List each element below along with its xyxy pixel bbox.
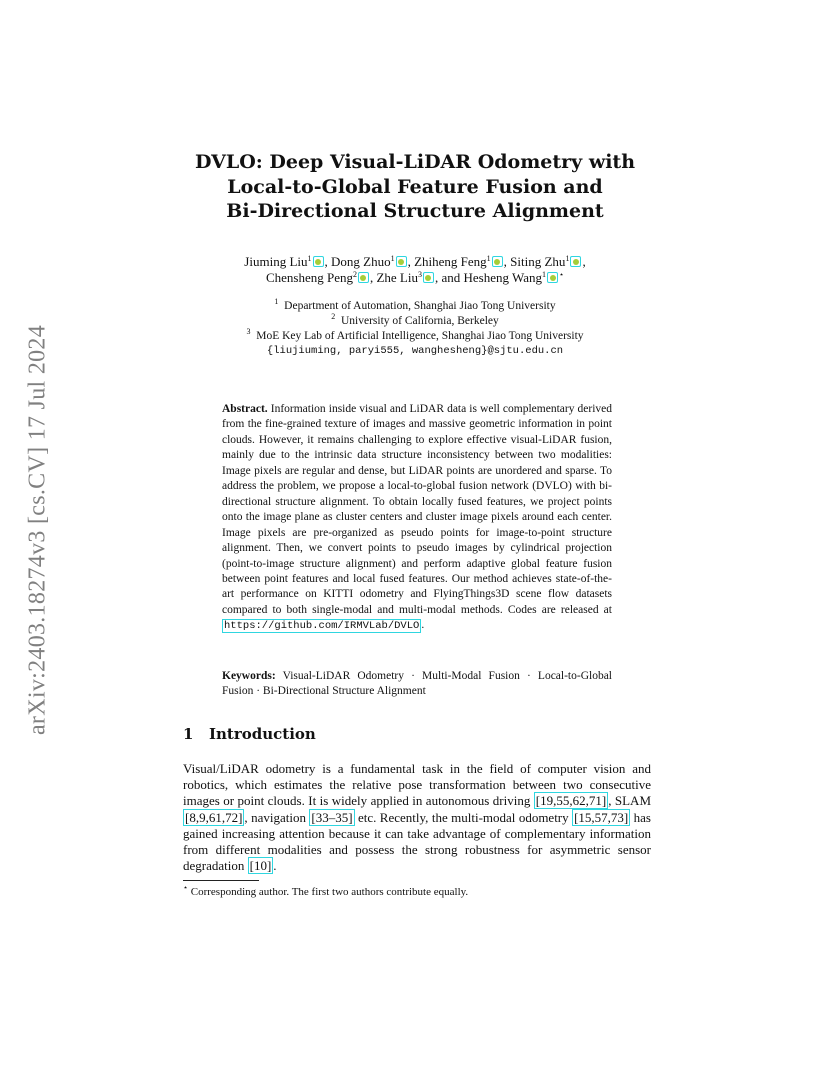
- arxiv-stamp: [18, 300, 58, 760]
- abstract-text: Information inside visual and LiDAR data is well complementary derived from the fine-grained texture of images and massive geometric information in point clouds. However, it remains challenging to explore effective visual-LiDAR fusion, mainly due to the intrinsic data structure inconsistency between two modalities: Image pixels are regular and dense, but LiDAR points are unordered and sparse. To address the problem, we propose a local-to-global fusion network (DVLO) with bi-directional structure alignment. To obtain locally fused features, we project points onto the image plane as cluster centers and cluster image pixels around each center. Image pixels are pre-organized as pseudo points for image-to-point structure alignment. Then, we convert points to pseudo images by cylindrical projection (point-to-image structure alignment) and perform adaptive global feature fusion between point features and local fused features. Our method achieves state-of-the-art performance on KITTI odometry and FlyingThings3D scene flow datasets compared to both single-modal and multi-modal methods. Codes are released at: [222, 403, 613, 616]
- affiliation-line: [170, 299, 660, 314]
- affiliation-text: MoE Key Lab of Artificial Intelligence, Shanghai Jiao Tong University: [256, 330, 584, 342]
- affiliations: [170, 299, 660, 359]
- author-name: Zhe Liu: [376, 270, 418, 285]
- affiliation-text: University of California, Berkeley: [340, 315, 499, 327]
- section-title: Introduction: [209, 725, 316, 743]
- affiliation-marker: 2: [352, 270, 357, 279]
- intro-paragraph: [183, 761, 651, 874]
- orcid-icon[interactable]: [492, 256, 503, 267]
- author-name: Siting Zhu: [510, 254, 566, 269]
- author-name: Jiuming Liu: [244, 254, 308, 269]
- orcid-icon[interactable]: [313, 256, 324, 267]
- paper-title: [170, 150, 660, 224]
- footnote-mark: ⋆: [183, 883, 189, 892]
- footnote: [183, 885, 468, 899]
- citation-link[interactable]: [15,57,73]: [574, 809, 629, 825]
- keywords-label: Keywords:: [222, 670, 276, 682]
- title-line: Local-to-Global Feature Fusion and: [227, 175, 603, 198]
- author-name: Chensheng Peng: [265, 270, 353, 285]
- footnote-text: Corresponding author. The first two authors contribute equally.: [190, 886, 469, 898]
- citation-link[interactable]: [10]: [249, 858, 272, 874]
- abstract-label: Abstract.: [222, 403, 268, 415]
- citation-link[interactable]: [19,55,62,71]: [535, 793, 607, 809]
- keywords-text: Visual-LiDAR Odometry · Multi-Modal Fusion · Local-to-Global Fusion · Bi-Directional Structure Alignment: [222, 670, 612, 698]
- orcid-icon[interactable]: [570, 256, 581, 267]
- intro-text: etc. Recently, the multi-modal odometry: [357, 809, 569, 825]
- affiliation-text: Department of Automation, Shanghai Jiao Tong University: [284, 300, 556, 312]
- section-number: 1: [183, 725, 194, 743]
- author-name: Dong Zhuo: [331, 254, 391, 269]
- abstract: [222, 402, 612, 635]
- affiliation-line: [170, 329, 660, 344]
- affiliation-marker: 1: [307, 254, 312, 263]
- arxiv-identifier: arXiv:2403.18274v3 [cs.CV] 17 Jul 2024: [24, 324, 51, 736]
- corresponding-mark: ⋆: [559, 270, 565, 279]
- affiliation-marker: 3: [417, 270, 422, 279]
- keywords: [222, 669, 612, 700]
- orcid-icon[interactable]: [396, 256, 407, 267]
- email-address: {liujiuming, paryi555, wanghesheng}@sjtu.edu.cn: [266, 345, 564, 357]
- author-name: Zhiheng Feng: [414, 254, 487, 269]
- intro-text: , navigation: [244, 809, 306, 825]
- affiliation-marker: 1: [542, 270, 547, 279]
- abstract-end: .: [421, 619, 425, 632]
- affiliation-marker: 1: [486, 254, 491, 263]
- affiliation-line: [170, 314, 660, 329]
- orcid-icon[interactable]: [423, 272, 434, 283]
- author-conjunction: and: [441, 270, 461, 285]
- section-heading: [183, 725, 316, 743]
- footnote-rule: [183, 880, 259, 881]
- intro-text: , SLAM: [608, 793, 652, 809]
- affiliation-marker: 1: [565, 254, 570, 263]
- affiliation-marker: 1: [390, 254, 395, 263]
- affiliation-number: 2: [331, 312, 336, 321]
- author-name: Hesheng Wang: [463, 270, 543, 285]
- affiliation-number: 3: [246, 327, 251, 336]
- citation-link[interactable]: [33–35]: [311, 809, 353, 825]
- title-line: DVLO: Deep Visual-LiDAR Odometry with: [194, 151, 636, 173]
- orcid-icon[interactable]: [547, 272, 558, 283]
- affiliation-number: 1: [274, 297, 279, 306]
- orcid-icon[interactable]: [358, 272, 369, 283]
- author-list: Jiuming Liu$^1$ , Dong Zhuo$^1$ , Zhiheng Feng$^1$ , Siting Zhu$^1$ , Chensheng Peng$^2$ , Zhe Liu$^3$ , and Hesheng Wang$^1$ ⋆: [244, 254, 586, 285]
- intro-text: .: [273, 858, 277, 874]
- code-link[interactable]: https://github.com/IRMVLab/DVLO: [224, 620, 420, 633]
- title-line: Bi-Directional Structure Alignment: [226, 200, 604, 222]
- citation-link[interactable]: [8,9,61,72]: [185, 809, 243, 825]
- intro-text: Visual/LiDAR odometry is a fundamental task in the field of computer vision and robotics, which estimates the relative pose transformation between two consecutive images or point clouds. It is widely applied in autonomous driving: [183, 761, 651, 809]
- intro-text: has gained increasing attention because it can take advantage of complementary information from different modalities and possess the strong robustness for asymmetric sensor degradation: [183, 809, 651, 874]
